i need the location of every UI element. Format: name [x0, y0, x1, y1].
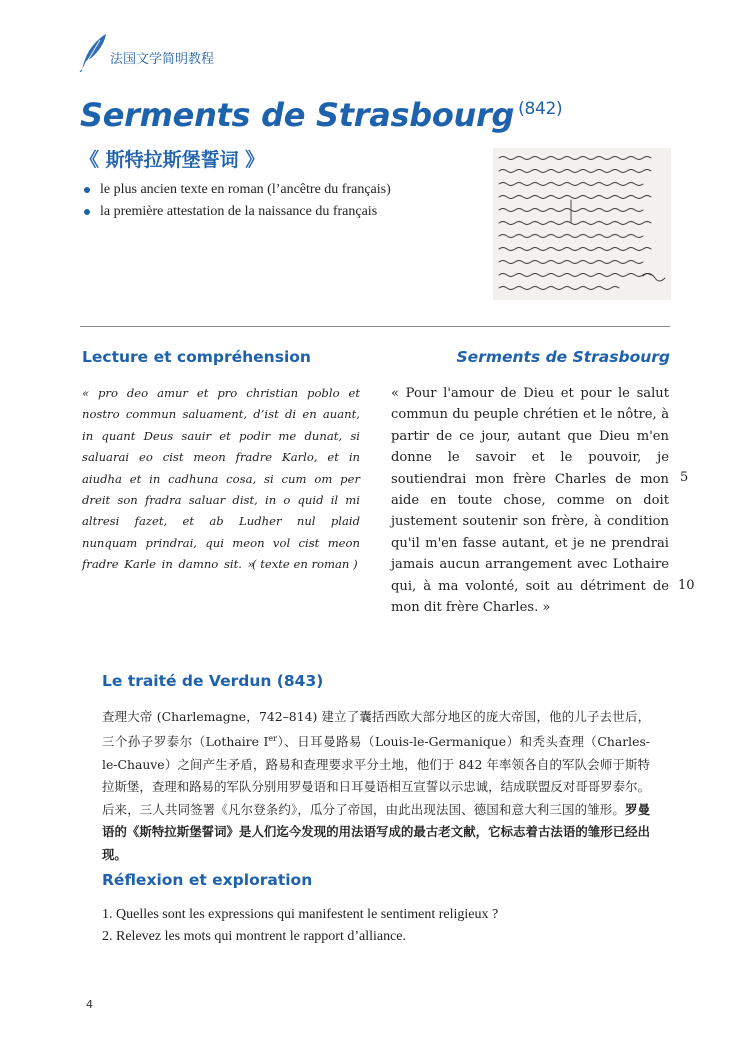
question-item: 1. Quelles sont les expressions qui manifestent le sentiment religieux ?: [102, 907, 499, 922]
manuscript-image: [493, 148, 671, 300]
question-list: [102, 904, 662, 948]
title-year: (842): [518, 99, 563, 120]
roman-text: « pro deo amur et pro christian poblo et nostro commun saluament, d’ist di en auant, in quant Deus sauir et podir me dunat, si saluarai eo cist meon fradre Karlo, et in aiudha et in cadhuna cosa, si cum om per dreit son fradra saluar dist, in o quid il mi altresi fazet, et ab Ludher nul plaid nunquam prindrai, qui meon vol cist meon fradre Karle in damno sit. »: [82, 386, 360, 572]
section-heading-serments: Serments de Strasbourg: [456, 348, 670, 366]
section-divider: [80, 326, 670, 327]
page-title: [80, 96, 562, 134]
bullet-item: la première attestation de la naissance du français: [82, 201, 452, 223]
bullet-item: le plus ancien texte en roman (l’ancêtre du français): [82, 179, 452, 201]
page-title-text: Serments de Strasbourg: [80, 96, 515, 134]
line-number: 5: [680, 470, 689, 485]
verdun-paragraph: [102, 706, 650, 866]
feather-icon: [78, 32, 108, 72]
section-heading-lecture: Lecture et compréhension: [82, 348, 311, 366]
french-translation: « Pour l'amour de Dieu et pour le salut commun du peuple chrétien et le nôtre, à partir de ce jour, autant que Dieu m'en donne le savoir et le pouvoir, je soutiendrai mon frère Charles de mon aide en toute chose, comme on doit justement soutenir son frère, à condition qu'il m'en fasse autant, et je ne prendrai jamais aucun arrangement avec Lothaire qui, à ma volonté, soit au détriment de mon dit frère Charles. »: [391, 386, 669, 616]
section-heading-verdun: Le traité de Verdun (843): [102, 672, 324, 690]
book-title: 法国文学简明教程: [110, 52, 215, 67]
roman-caption: ( texte en roman ): [252, 557, 358, 571]
verdun-superscript: er: [268, 734, 277, 744]
page-number: 4: [86, 998, 93, 1011]
line-number: 10: [678, 578, 695, 593]
verdun-text-part: 查理大帝 (Charlemagne，742–814) 建立了囊括西欧大部分地区的庞大帝国，他的儿子去世后，三个孙子罗泰尔（Lothaire I: [102, 709, 650, 750]
verdun-bold-text: 罗曼语的《斯特拉斯堡誓词》是人们迄今发现的用法语写成的最古老文献，它标志着古法语的雏形已经出现。: [102, 801, 650, 862]
chinese-title: 《 斯特拉斯堡誓词 》: [80, 149, 265, 171]
page-header: [78, 32, 378, 72]
verdun-text-part: ）、日耳曼路易（Louis-le-Germanique）和秃头查理（Charles-le-Chauve）之间产生矛盾，路易和查理要求平分土地，他们于 842 年率领各自的军队会师于斯特拉斯堡，查理和路易的军队分别用罗曼语和日耳曼语相互宣誓以示忠诚，结成联盟反对哥哥罗泰尔。后来，三人共同签署《凡尔登条约》，瓜分了帝国，由此出现法国、德国和意大利三国的雏形。: [102, 734, 650, 817]
intro-bullets: [82, 179, 452, 223]
question-item: 2. Relevez les mots qui montrent le rapport d’alliance.: [102, 929, 407, 944]
section-heading-reflexion: Réflexion et exploration: [102, 871, 313, 889]
